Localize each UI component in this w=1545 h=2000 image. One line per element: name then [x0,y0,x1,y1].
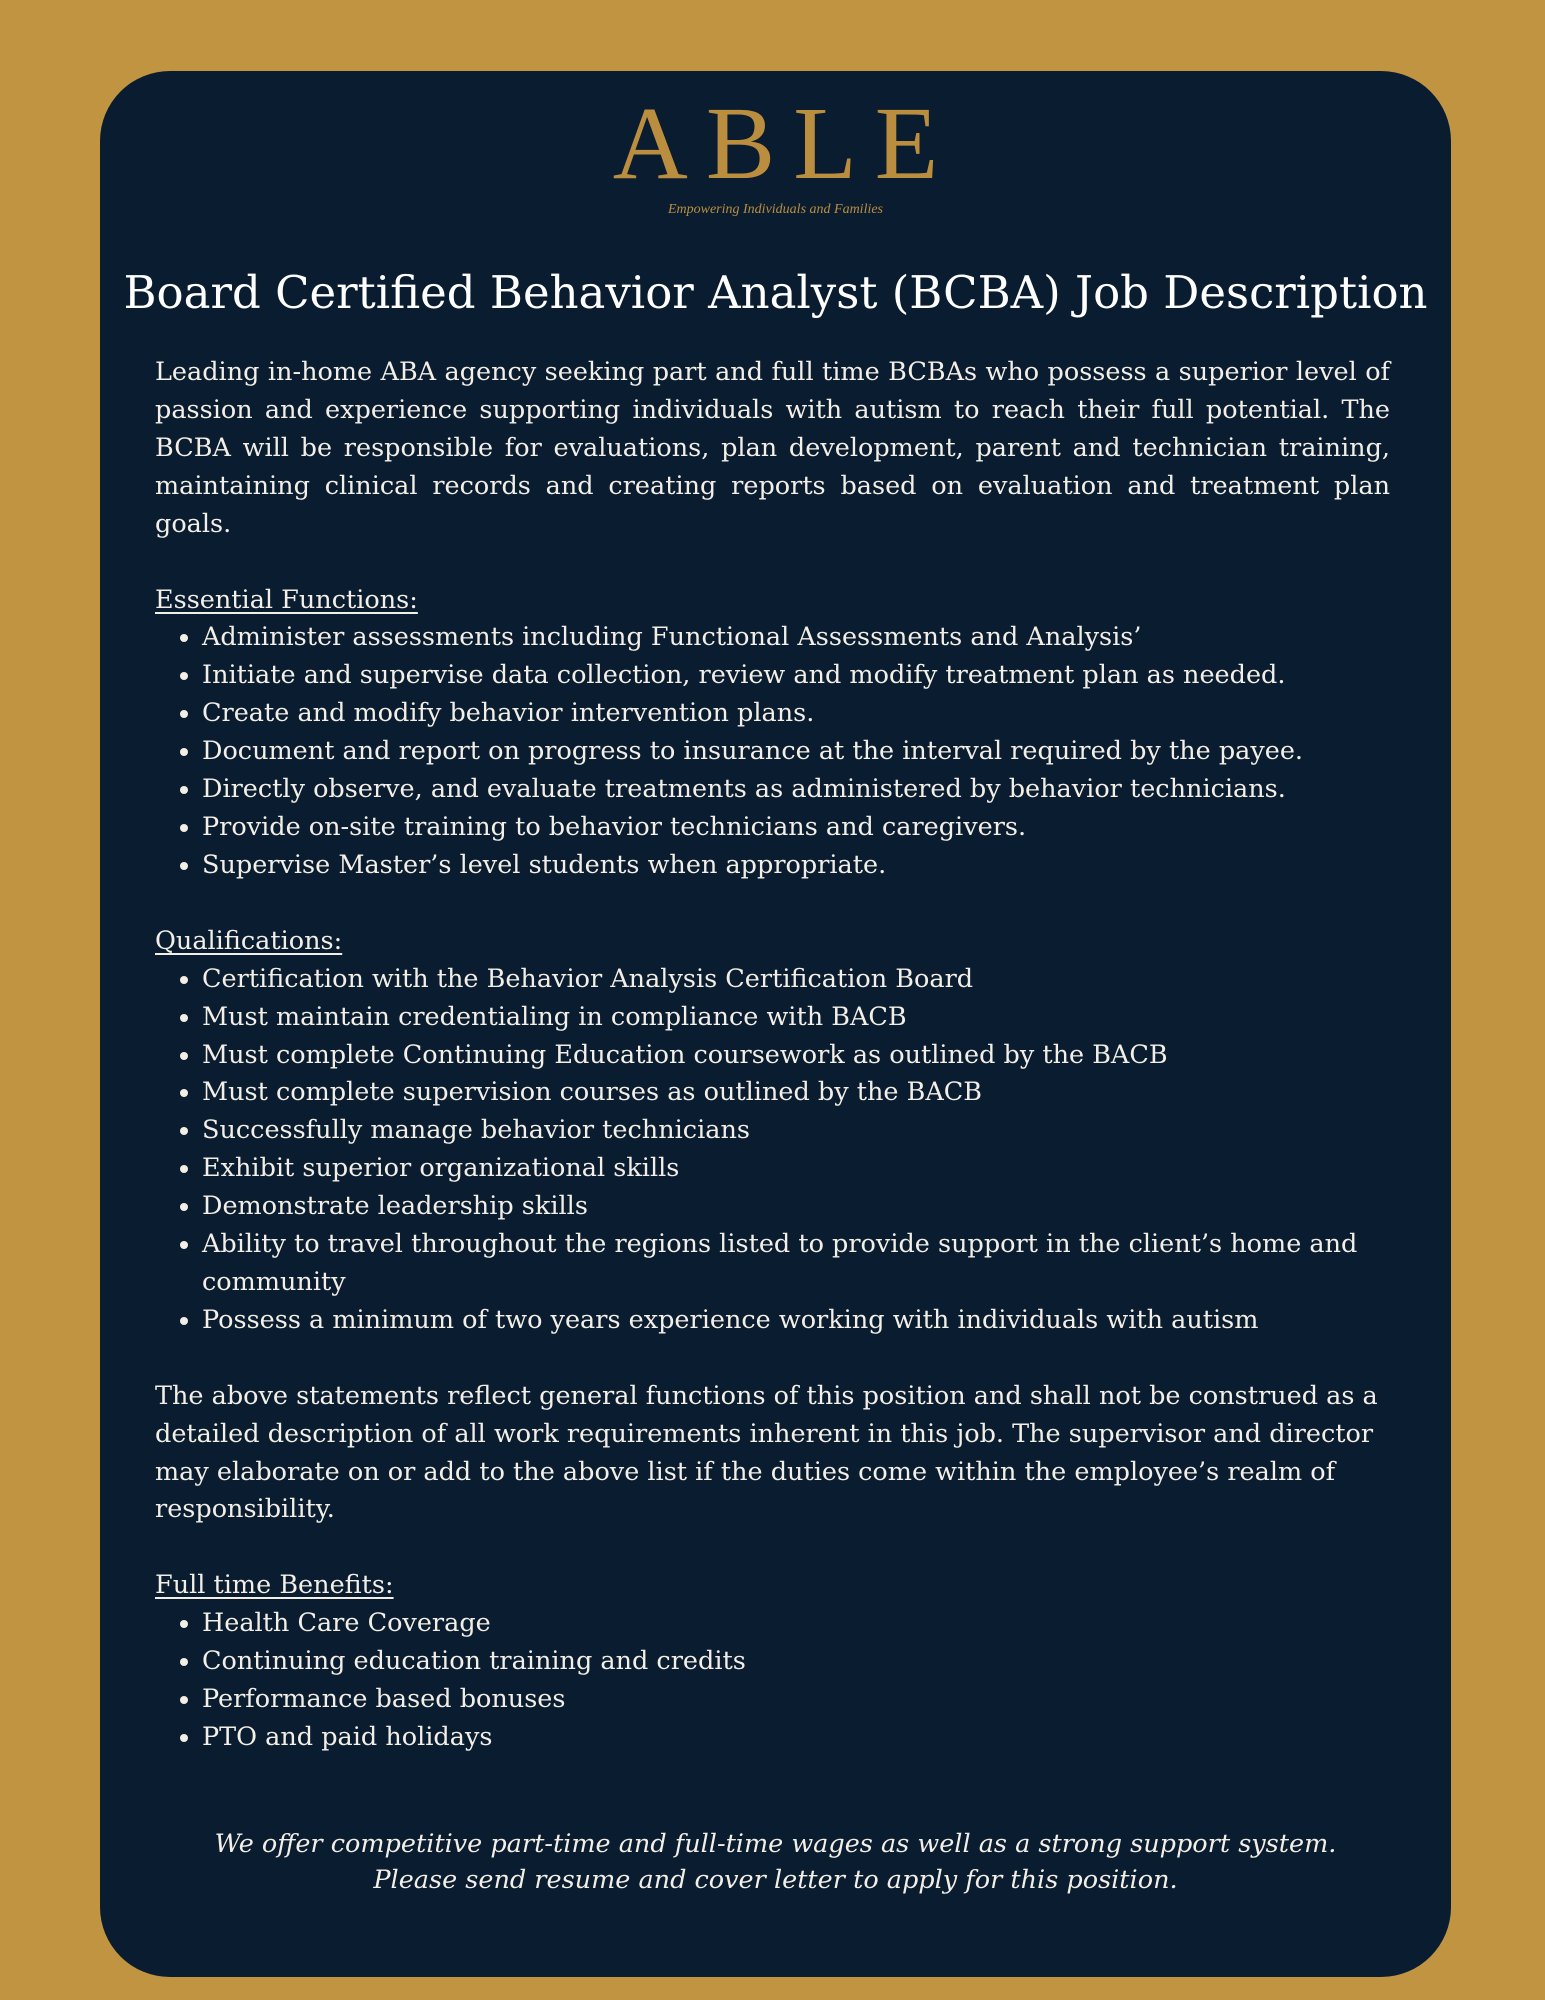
essential-functions-list [155,619,1390,884]
list-item: • Administer assessments including Functional Assessments and Analysis’ [202,619,1390,657]
logo-tagline: Empowering Individuals and Families [667,202,884,217]
section-spacer [155,1529,1390,1567]
page-title: Board Certified Behavior Analyst (BCBA) Job Description [123,266,1428,319]
list-item: • Directly observe, and evaluate treatments as administered by behavior technicians. [202,771,1390,809]
list-item: • Exhibit superior organizational skills [202,1150,1390,1188]
section-spacer [155,1340,1390,1378]
list-item: • PTO and paid holidays [202,1719,1390,1757]
list-item: • Ability to travel throughout the regions listed to provide support in the client’s home and community [202,1226,1390,1302]
list-item: • Must complete Continuing Education coursework as outlined by the BACB [202,1037,1390,1075]
list-item: • Health Care Coverage [202,1605,1390,1643]
benefits-list [155,1605,1390,1757]
list-item: • Certification with the Behavior Analysis Certification Board [202,961,1390,999]
list-item: • Create and modify behavior intervention plans. [202,695,1390,733]
disclaimer-paragraph: The above statements reflect general functions of this position and shall not be construed as a detailed description of all work requirements inherent in this job. The supervisor and director may elaborate on or add to the above list if the duties come within the employee’s realm of responsibility. [155,1380,1378,1525]
footer-note [100,1826,1451,1898]
job-description-body [155,354,1390,1757]
section-spacer [155,544,1390,582]
essential-functions-heading: Essential Functions: [155,584,418,615]
list-item: • Must maintain credentialing in compliance with BACB [202,999,1390,1037]
list-item: • Successfully manage behavior technicians [202,1112,1390,1150]
list-item: • Document and report on progress to insurance at the interval required by the payee. [202,733,1390,771]
list-item: • Possess a minimum of two years experience working with individuals with autism [202,1302,1390,1340]
job-description-card [100,71,1451,1977]
benefits-heading: Full time Benefits: [155,1570,394,1601]
list-item: • Supervise Master’s level students when appropriate. [202,847,1390,885]
list-item: • Performance based bonuses [202,1681,1390,1719]
section-spacer [155,885,1390,923]
list-item: • Continuing education training and credits [202,1643,1390,1681]
qualifications-list [155,961,1390,1340]
intro-paragraph: Leading in-home ABA agency seeking part and full time BCBAs who possess a superior level of passion and experience supporting individuals with autism to reach their full potential. The BCBA will be responsible for evaluations, plan development, parent and technician training, maintaining clinical records and creating reports based on evaluation and treatment plan goals. [155,357,1390,539]
footer-line-apply: Please send resume and cover letter to apply for this position. [373,1865,1178,1895]
logo-wordmark: ABLE [612,86,957,201]
list-item: • Initiate and supervise data collection, review and modify treatment plan as needed. [202,657,1390,695]
list-item: • Provide on-site training to behavior technicians and caregivers. [202,809,1390,847]
list-item: • Demonstrate leadership skills [202,1188,1390,1226]
footer-line-wages: We offer competitive part-time and full-time wages as well as a strong support system. [214,1829,1337,1859]
qualifications-heading: Qualifications: [155,925,343,956]
list-item: • Must complete supervision courses as outlined by the BACB [202,1074,1390,1112]
able-logo [100,86,1451,219]
